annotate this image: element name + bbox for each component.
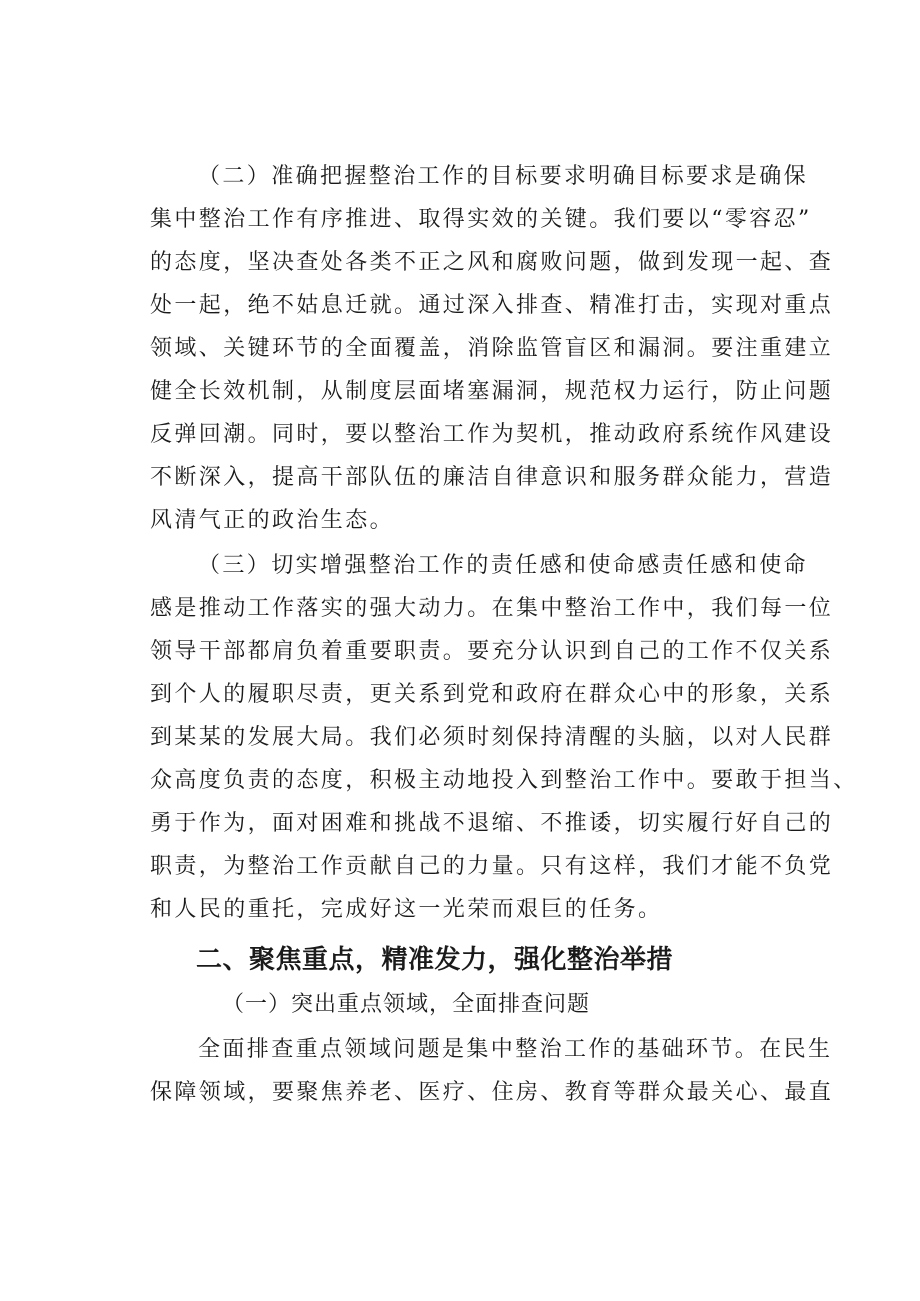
closing-line-1: 全面排查重点领域问题是集中整治工作的基础环节。在民生 [198,1037,833,1062]
section3-line-3: 领导干部都肩负着重要职责。要充分认识到自己的工作不仅关系 [150,639,834,664]
section2-line-6: 健全长效机制，从制度层面堵塞漏洞，规范权力运行，防止问题 [150,379,834,404]
section2-line-5: 领域、关键环节的全面覆盖，消除监管盲区和漏洞。要注重建立 [150,336,834,361]
section3-line-5: 到某某的发展大局。我们必须时刻保持清醒的头脑，以对人民群 [150,725,834,750]
section-heading: 二、聚焦重点，精准发力，强化整治举措 [196,945,674,975]
section2-line-1: （二）准确把握整治工作的目标要求明确目标要求是确保 [198,164,809,189]
section2-line-3: 的态度，坚决查处各类不正之风和腐败问题，做到发现一起、查 [150,250,834,275]
section2-line-9: 风清气正的政治生态。 [150,508,395,533]
section3-line-7: 勇于作为，面对困难和挑战不退缩、不推诿，切实履行好自己的 [150,811,834,836]
section2-line-8: 不断深入，提高干部队伍的廉洁自律意识和服务群众能力，营造 [150,465,834,490]
section3-line-4: 到个人的履职尽责，更关系到党和政府在群众心中的形象，关系 [150,682,834,707]
section3-line-9: 和人民的重托，完成好这一光荣而艰巨的任务。 [150,897,663,922]
section3-line-1: （三）切实增强整治工作的责任感和使命感责任感和使命 [198,553,809,578]
section3-line-6: 众高度负责的态度，积极主动地投入到整治工作中。要敢于担当、 [150,768,858,793]
section2-line-2: 集中整治工作有序推进、取得实效的关键。我们要以“零容忍” [150,207,812,232]
section3-line-8: 职责，为整治工作贡献自己的力量。只有这样，我们才能不负党 [150,854,834,879]
closing-line-2: 保障领域，要聚焦养老、医疗、住房、教育等群众最关心、最直 [150,1080,834,1105]
section3-line-2: 感是推动工作落实的强大动力。在集中整治工作中，我们每一位 [150,596,834,621]
section2-line-7: 反弹回潮。同时，要以整治工作为契机，推动政府系统作风建设 [150,422,834,447]
section2-line-4: 处一起，绝不姑息迁就。通过深入排查、精准打击，实现对重点 [150,293,834,318]
subsection-heading: （一）突出重点领域，全面排查问题 [222,992,591,1017]
